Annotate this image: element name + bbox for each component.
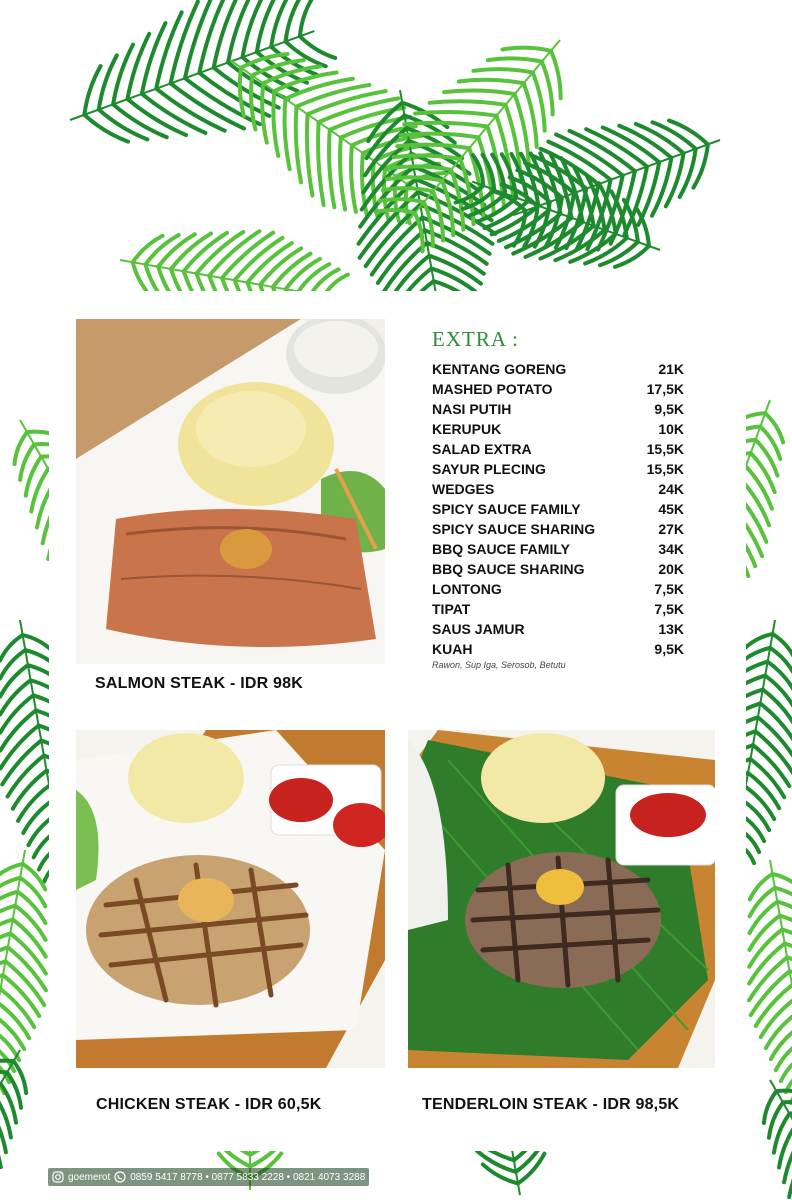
- extra-item-price: 9,5K: [654, 641, 684, 657]
- whatsapp-icon: [114, 1171, 126, 1183]
- extra-item-price: 45K: [658, 501, 684, 517]
- extra-item-price: 15,5K: [646, 441, 684, 457]
- contact-footer: [48, 1168, 369, 1186]
- chicken-steak-photo: [76, 730, 385, 1068]
- extra-item-price: 20K: [658, 561, 684, 577]
- extra-item: [432, 479, 684, 499]
- salmon-steak-photo: [76, 319, 385, 664]
- extra-item-price: 10K: [658, 421, 684, 437]
- extra-item-name: SAUS JAMUR: [432, 621, 525, 637]
- extra-item: [432, 559, 684, 579]
- phone-numbers: 0859 5417 8778 • 0877 5833 2228 • 0821 4073 3288: [130, 1171, 366, 1183]
- instagram-handle: goemerot: [68, 1171, 111, 1183]
- salmon-steak-label: SALMON STEAK - IDR 98K: [95, 675, 303, 692]
- chicken-steak-label: CHICKEN STEAK - IDR 60,5K: [96, 1096, 322, 1113]
- extra-item: [432, 599, 684, 619]
- extra-item-name: BBQ SAUCE SHARING: [432, 561, 585, 577]
- extra-item: [432, 399, 684, 419]
- extra-item: [432, 619, 684, 639]
- extra-item-name: TIPAT: [432, 601, 471, 617]
- extra-item-name: KERUPUK: [432, 421, 502, 437]
- extra-item-price: 7,5K: [654, 581, 684, 597]
- extra-item-name: SALAD EXTRA: [432, 441, 532, 457]
- kuah-note: Rawon, Sup Iga, Serosob, Betutu: [432, 660, 566, 670]
- extra-item: [432, 379, 684, 399]
- tenderloin-steak-photo: [408, 730, 715, 1068]
- extra-item-name: MASHED POTATO: [432, 381, 553, 397]
- extra-item: [432, 519, 684, 539]
- extra-item-price: 21K: [658, 361, 684, 377]
- extra-item-name: WEDGES: [432, 481, 495, 497]
- extra-item-price: 34K: [658, 541, 684, 557]
- extra-item: [432, 439, 684, 459]
- extra-item-name: SPICY SAUCE FAMILY: [432, 501, 581, 517]
- extra-item-name: SAYUR PLECING: [432, 461, 546, 477]
- extra-item-name: KENTANG GORENG: [432, 361, 567, 377]
- extra-item: [432, 639, 684, 659]
- extra-item-price: 27K: [658, 521, 684, 537]
- extra-item: [432, 419, 684, 439]
- extra-item-price: 9,5K: [654, 401, 684, 417]
- extra-item: [432, 539, 684, 559]
- extra-item-price: 24K: [658, 481, 684, 497]
- extra-item-price: 17,5K: [646, 381, 684, 397]
- extra-item: [432, 459, 684, 479]
- extra-item-name: KUAH: [432, 641, 473, 657]
- extra-item-name: BBQ SAUCE FAMILY: [432, 541, 570, 557]
- extra-item: [432, 359, 684, 379]
- extra-item: [432, 579, 684, 599]
- extra-list: [432, 359, 684, 659]
- extra-item: [432, 499, 684, 519]
- extra-item-price: 15,5K: [646, 461, 684, 477]
- extra-title: EXTRA :: [432, 327, 519, 351]
- extra-item-name: LONTONG: [432, 581, 502, 597]
- extra-item-price: 13K: [658, 621, 684, 637]
- instagram-icon: [52, 1171, 64, 1183]
- tenderloin-steak-label: TENDERLOIN STEAK - IDR 98,5K: [422, 1096, 680, 1113]
- extra-item-name: NASI PUTIH: [432, 401, 512, 417]
- extra-item-price: 7,5K: [654, 601, 684, 617]
- extra-item-name: SPICY SAUCE SHARING: [432, 521, 596, 537]
